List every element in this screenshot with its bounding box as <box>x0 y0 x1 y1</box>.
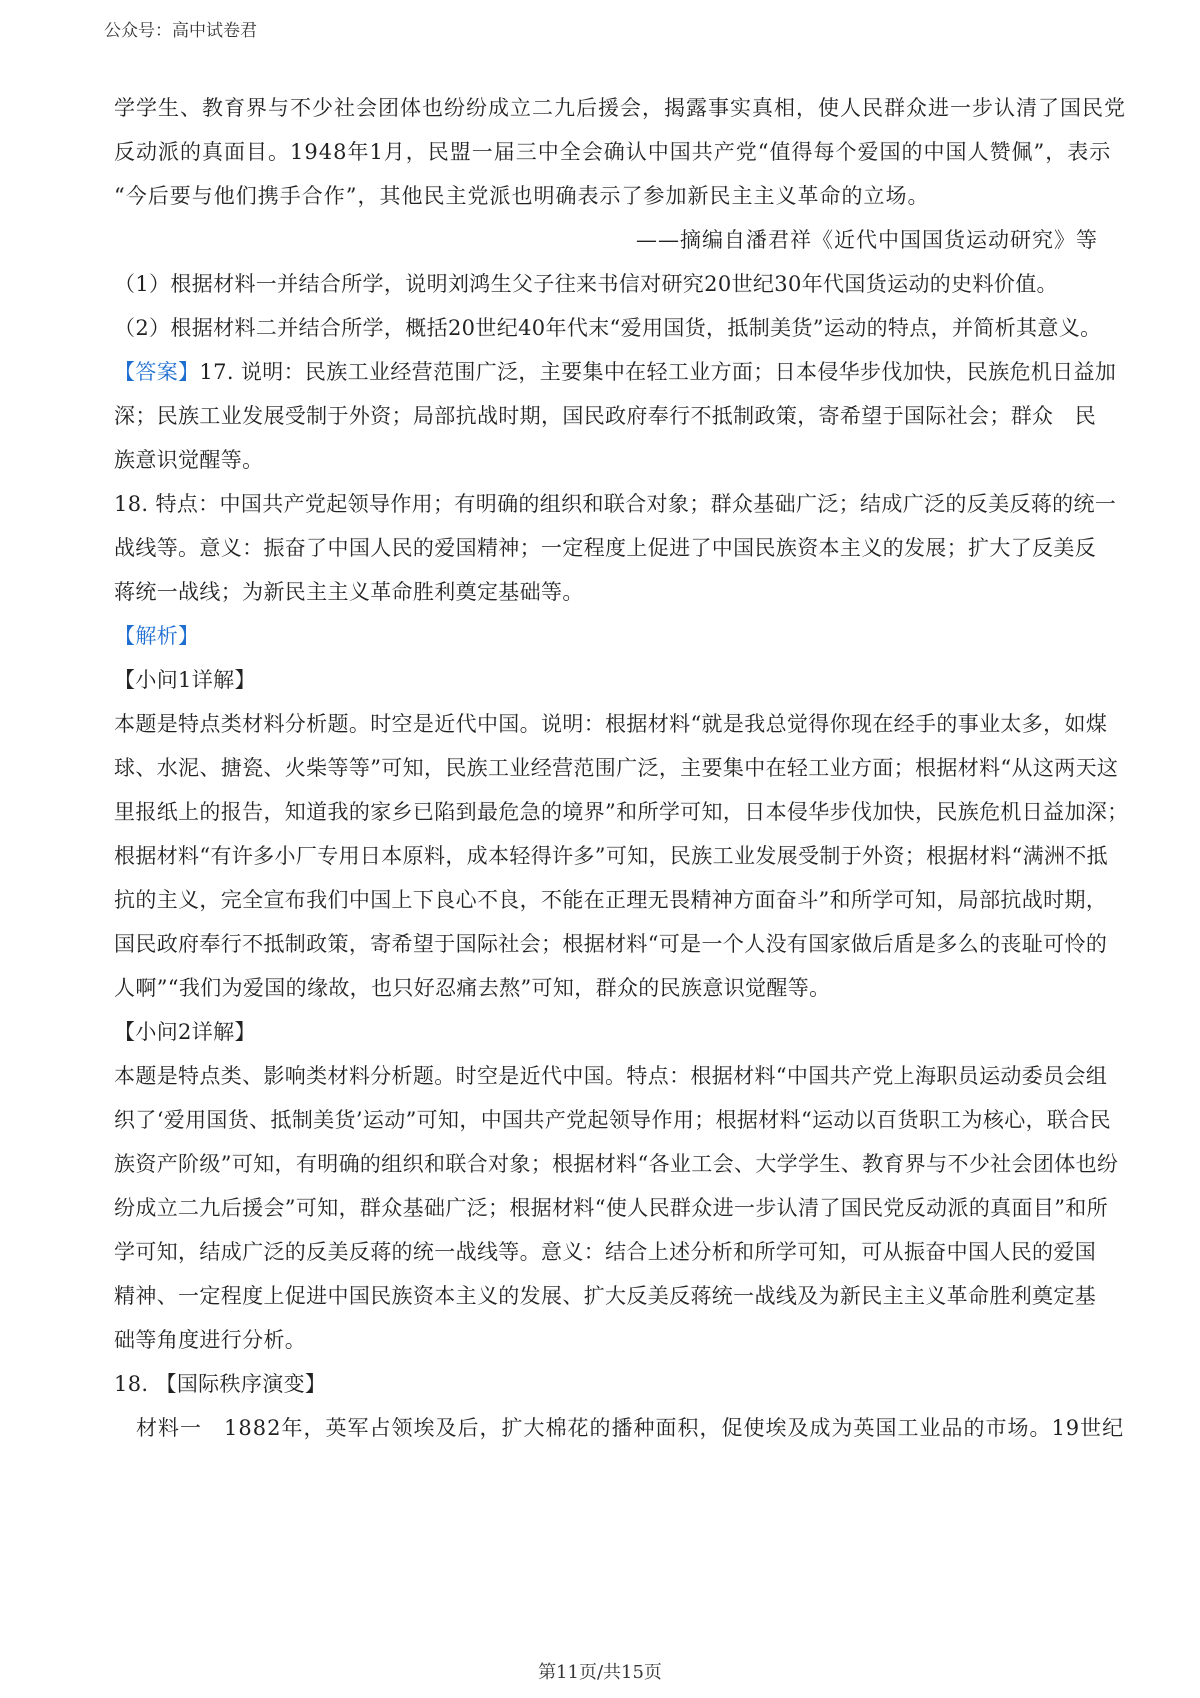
analysis-line: 里报纸上的报告，知道我的家乡已陷到最危急的境界”和所学可知，日本侵华步伐加快，民族危机日益加深； <box>114 800 1129 824</box>
q2-detail-heading: 【小问2详解】 <box>114 1020 256 1044</box>
header-label: 公众号：高中试卷君 <box>104 21 257 41</box>
analysis-line: 族资产阶级”可知，有明确的组织和联合对象；根据材料“各业工会、大学学生、教育界与不少社会团体也纷 <box>114 1152 1119 1176</box>
answer-line: 蒋统一战线；为新民主主义革命胜利奠定基础等。 <box>114 580 584 604</box>
answer-text: 17. 说明：民族工业经营范围广泛，主要集中在轻工业方面；日本侵华步伐加快，民族危机日益加 <box>199 360 1117 384</box>
analysis-line: 精神、一定程度上促进中国民族资本主义的发展、扩大反美反蒋统一战线及为新民主主义革命胜利奠定基 <box>114 1284 1097 1308</box>
answer-line: 族意识觉醒等。 <box>114 448 264 472</box>
material-line: “今后要与他们携手合作”，其他民主党派也明确表示了参加新民主主义革命的立场。 <box>114 184 930 208</box>
analysis-line: 根据材料“有许多小厂专用日本原料，成本轻得许多”可知，民族工业发展受制于外资；根据材料“满洲不抵 <box>114 844 1109 868</box>
question-1: （1）根据材料一并结合所学，说明刘鸿生父子往来书信对研究20世纪30年代国货运动的史料价值。 <box>114 272 1058 296</box>
answer-line: 深；民族工业发展受制于外资；局部抗战时期，国民政府奉行不抵制政策，寄希望于国际社会；群众 民 <box>114 404 1097 428</box>
material-line: 反动派的真面目。1948年1月，民盟一届三中全会确认中国共产党“值得每个爱国的中国人赞佩”，表示 <box>114 140 1112 164</box>
analysis-line: 织了‘爱用国货、抵制美货’运动”可知，中国共产党起领导作用；根据材料“运动以百货职工为核心，联合民 <box>114 1108 1111 1132</box>
page-number: 第11页/共15页 <box>538 1662 662 1683</box>
answer-first-line <box>114 350 1117 394</box>
answer-tag: 【答案】 <box>114 360 200 384</box>
analysis-line: 纷成立二九后援会”可知，群众基础广泛；根据材料“使人民群众进一步认清了国民党反动派的真面目”和所 <box>114 1196 1109 1220</box>
analysis-line: 抗的主义，完全宣布我们中国上下良心不良，不能在正理无畏精神方面奋斗”和所学可知，局部抗战时期， <box>114 888 1108 912</box>
answer-line: 18. 特点：中国共产党起领导作用；有明确的组织和联合对象；群众基础广泛；结成广泛的反美反蒋的统一 <box>114 492 1117 516</box>
analysis-line: 球、水泥、搪瓷、火柴等等”可知，民族工业经营范围广泛，主要集中在轻工业方面；根据材料“从这两天这 <box>114 756 1119 780</box>
analysis-line: 本题是特点类材料分析题。时空是近代中国。说明：根据材料“就是我总觉得你现在经手的事业太多，如煤 <box>114 712 1108 736</box>
material-line: 学学生、教育界与不少社会团体也纷纷成立二九后援会，揭露事实真相，使人民群众进一步认清了国民党 <box>114 96 1126 120</box>
analysis-line: 人啊”“我们为爱国的缘故，也只好忍痛去熬”可知，群众的民族意识觉醒等。 <box>114 976 831 1000</box>
analysis-line: 本题是特点类、影响类材料分析题。时空是近代中国。特点：根据材料“中国共产党上海职员运动委员会组 <box>114 1064 1108 1088</box>
page-content <box>114 86 1129 1450</box>
analysis-tag: 【解析】 <box>114 624 200 648</box>
analysis-line: 国民政府奉行不抵制政策，寄希望于国际社会；根据材料“可是一个人没有国家做后盾是多么的丧耻可怜的 <box>114 932 1108 956</box>
q1-detail-heading: 【小问1详解】 <box>114 668 256 692</box>
analysis-line: 础等角度进行分析。 <box>114 1328 307 1352</box>
analysis-line: 学可知，结成广泛的反美反蒋的统一战线等。意义：结合上述分析和所学可知，可从振奋中国人民的爱国 <box>114 1240 1097 1264</box>
question-18-heading: 18. 【国际秩序演变】 <box>114 1372 327 1396</box>
source-citation: ——摘编自潘君祥《近代中国国货运动研究》等 <box>636 228 1098 252</box>
answer-line: 战线等。意义：振奋了中国人民的爱国精神；一定程度上促进了中国民族资本主义的发展；扩大了反美反 <box>114 536 1097 560</box>
question-18-material: 材料一 1882年，英军占领埃及后，扩大棉花的播种面积，促使埃及成为英国工业品的市场。19世纪 <box>114 1416 1125 1440</box>
question-2: （2）根据材料二并结合所学，概括20世纪40年代末“爱用国货，抵制美货”运动的特点，并简析其意义。 <box>114 316 1102 340</box>
